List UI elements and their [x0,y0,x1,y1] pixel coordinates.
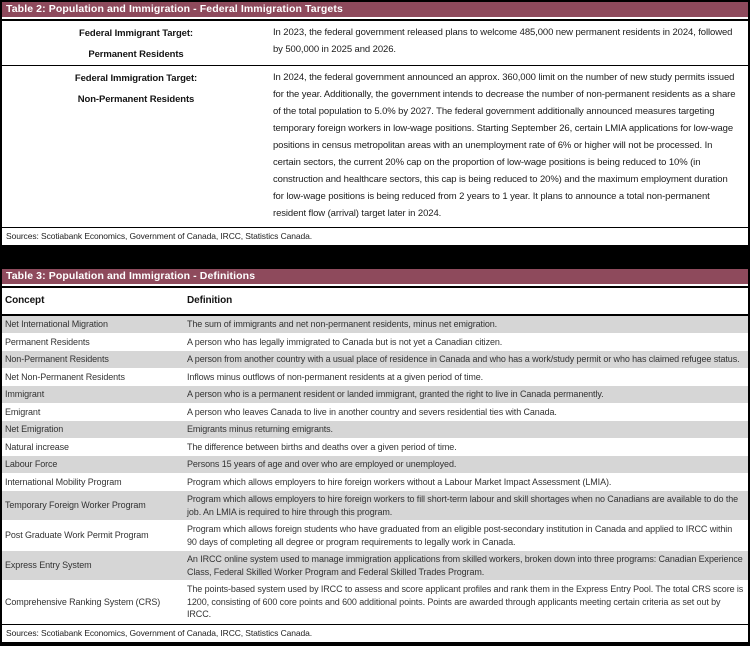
concept-cell: Net Non-Permanent Residents [5,371,125,382]
table3-title: Table 3: Population and Immigration - Definitions [6,270,256,282]
table-row [2,333,748,351]
table3-sources-note: Sources: Scotiabank Economics, Government of Canada, IRCC, Statistics Canada. [6,628,313,638]
target-label-line1: Federal Immigration Target: [74,73,198,84]
concept-cell: Comprehensive Ranking System (CRS) [5,596,161,607]
definition-cell: Program which allows employers to hire foreign workers to fill short-term labour and skill shortages when no Canadians are available to do the job. An LMIA is required to hire through this program. [184,491,748,521]
definition-cell: A person who leaves Canada to live in another country and severs residential ties with Canada. [187,406,557,417]
table-row [2,551,748,581]
definition-cell: A person who is a permanent resident or landed immigrant, granted the right to live in Canada permanently. [184,386,748,404]
table2-card [2,2,748,245]
target-label-cell [2,66,270,227]
definition-cell: Persons 15 years of age and over who are employed or unemployed. [184,456,748,474]
definition-cell: Program which allows employers to hire foreign workers without a Labour Market Impact Assessment (LMIA). [187,476,612,487]
table3-title-bar [2,269,748,284]
definitions-table-header [2,288,748,315]
target-label-line2: Non-Permanent Residents [77,94,195,105]
column-header-definition: Definition [184,288,748,315]
concept-cell: Net International Migration [2,315,184,333]
table3-card [2,269,748,642]
table-row [2,438,748,456]
target-label-line2: Permanent Residents [88,49,184,60]
concept-cell: Temporary Foreign Worker Program [2,491,184,521]
concept-cell: Natural increase [5,441,69,452]
table-row [2,386,748,404]
target-description-cell: In 2023, the federal government released plans to welcome 485,000 new permanent residents in 2024, followed by 500,000 in 2025 and 2026. [273,27,733,55]
table-row [2,421,748,439]
table-row [2,66,748,228]
concept-cell: Emigrant [5,406,41,417]
table2-title-bar [2,2,748,17]
concept-cell: Express Entry System [2,551,184,581]
table2-sources-note: Sources: Scotiabank Economics, Government of Canada, IRCC, Statistics Canada. [6,231,313,241]
definitions-table [2,288,748,624]
definition-cell: The points-based system used by IRCC to assess and score applicant profiles and rank them in the Express Entry Pool. The total CRS score is 1200, consisting of 600 core points and 600 additional points. Points are awarded through applicants meeting certain criteria as set out by IRCC. [187,584,744,619]
table2-title: Table 2: Population and Immigration - Federal Immigration Targets [6,3,343,15]
target-label-line1: Federal Immigrant Target: [79,28,193,39]
concept-cell: International Mobility Program [5,476,122,487]
table-row [2,456,748,474]
definition-cell: Emigrants minus returning emigrants. [184,421,748,439]
concept-cell: Immigrant [2,386,184,404]
concept-cell: Non-Permanent Residents [2,351,184,369]
definition-cell: Inflows minus outflows of non-permanent residents at a given period of time. [187,371,484,382]
definition-cell: The sum of immigrants and net non-permanent residents, minus net emigration. [184,315,748,333]
concept-cell: Net Emigration [2,421,184,439]
table-row [2,403,748,421]
table-row [2,491,748,521]
column-header-row [2,288,748,315]
table-row [2,351,748,369]
concept-cell: Permanent Residents [5,336,90,347]
table-row [2,521,748,551]
definition-cell: An IRCC online system used to manage immigration applications from skilled workers, broken down into three programs: Canadian Experience Class, Federal Skilled Worker Program and Federal Skilled Trades Program. [184,551,748,581]
definition-cell: Program which allows foreign students who have graduated from an eligible post-secondary institution in Canada and applied to IRCC within 90 days of completing all degree or program requirements to legally work in Canada. [187,524,733,547]
column-header-concept: Concept [2,288,184,315]
table-row [2,473,748,491]
table-row [2,21,748,66]
concept-cell: Labour Force [2,456,184,474]
concept-cell: Post Graduate Work Permit Program [5,530,149,541]
table-row [2,315,748,333]
definition-cell: The difference between births and deaths over a given period of time. [187,441,457,452]
table-row [2,581,748,624]
definition-cell: A person who has legally immigrated to Canada but is not yet a Canadian citizen. [187,336,503,347]
definition-cell: A person from another country with a usual place of residence in Canada and who has a work/study permit or who has claimed refugee status. [184,351,748,369]
definitions-table-body [2,315,748,623]
target-description-cell: In 2024, the federal government announced an approx. 360,000 limit on the number of new study permits issued for the year. Additionally, the government intends to decrease the number of non-permanent residents as a share of the total population to 5.0% by 2027. The federal government additionally announced measures targeting temporary foreign workers in low-wage positions. Starting September 26, certain LMIA applications for low-wage positions in census metropolitan areas with an unemployment rate of 6% or higher will not be processed. In certain sectors, the current 20% cap on the proportion of low-wage positions is being reduced to 10% (in construction and healthcare sectors, this cap is being reduced to 20%) and the maximum employment duration for low-wage positions is being reduced from 2 years to 1 year. It plans to announce a total non-permanent resident flow (arrival) target later in 2024. [273,72,736,219]
target-label-cell [2,21,270,65]
table-row [2,368,748,386]
